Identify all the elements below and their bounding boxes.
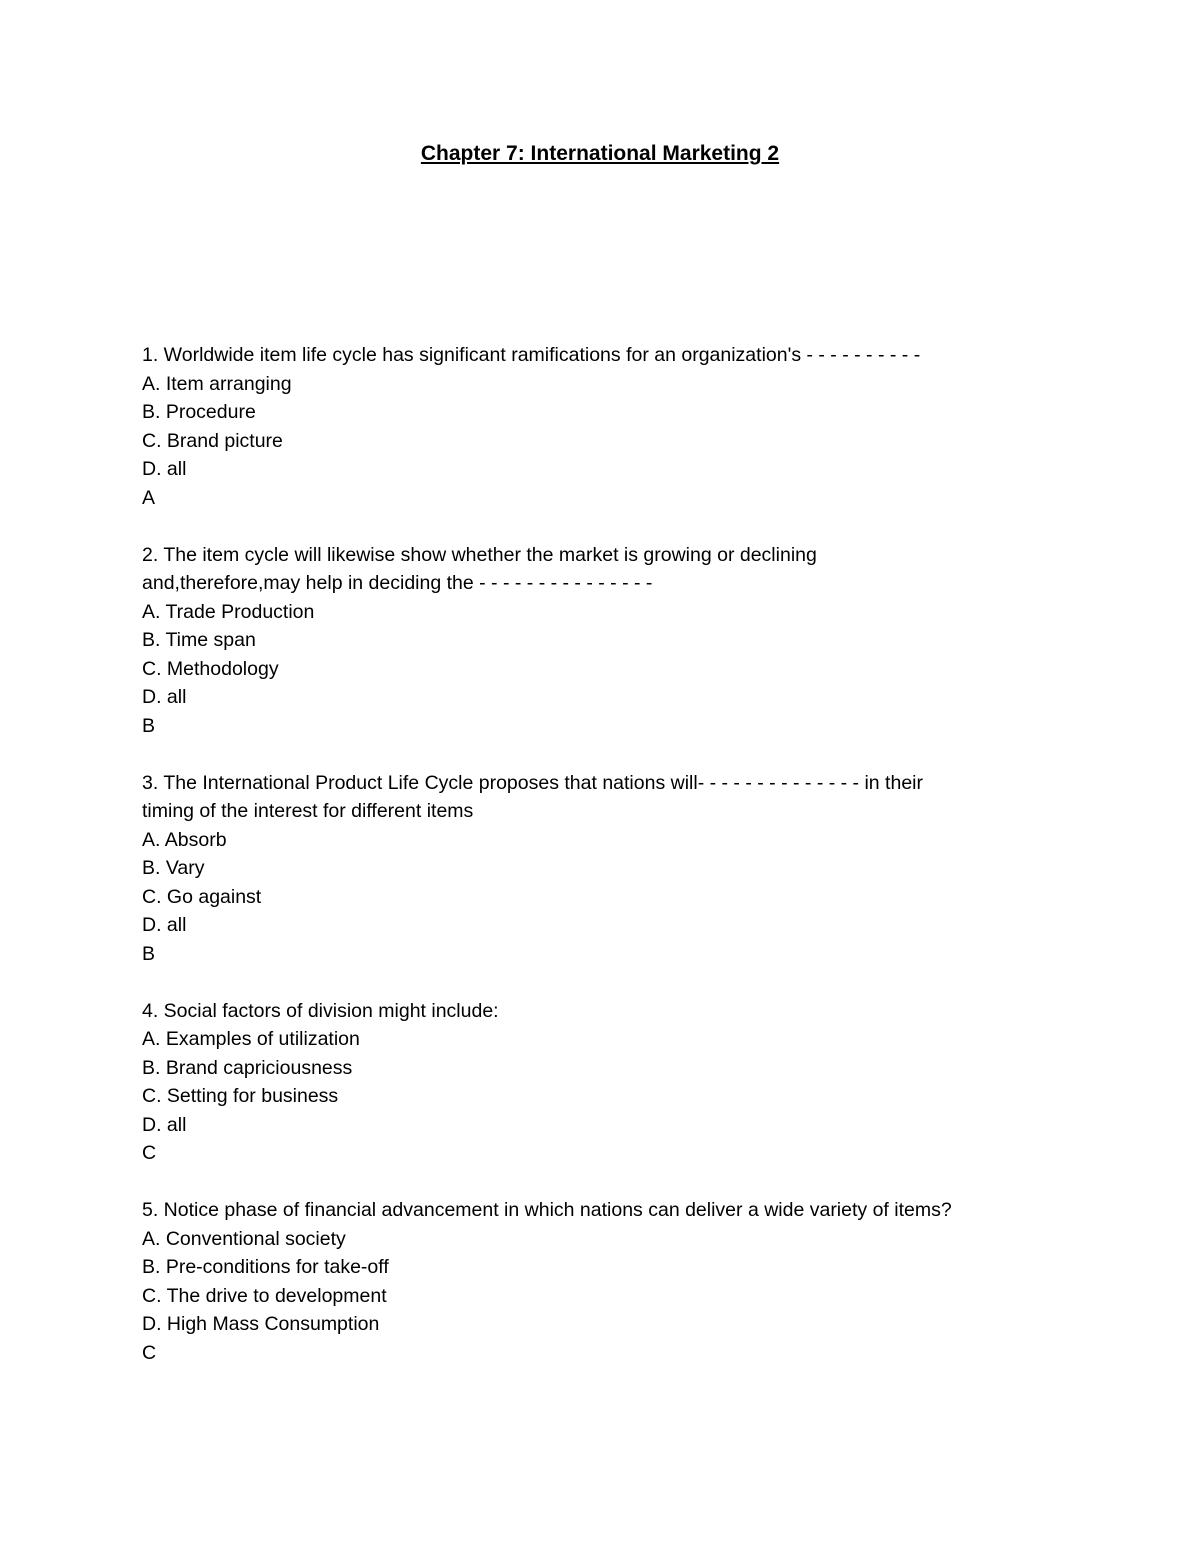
option-b: B. Vary [142,857,205,879]
question-prompt: 2. The item cycle will likewise show whether the market is growing or declining [142,543,817,566]
question-2 [142,541,1082,741]
answer-key: C [142,1341,157,1364]
option-a: A. Absorb [142,828,227,851]
option-c: C. The drive to development [142,1284,387,1307]
option-d: D. all [142,1113,187,1136]
question-5 [142,1196,1082,1367]
question-prompt-continued: timing of the interest for different items [142,800,474,822]
page-title: Chapter 7: International Marketing 2 [420,142,780,165]
option-a: A. Trade Production [142,600,315,623]
option-a: A. Conventional society [142,1227,346,1250]
question-prompt: 5. Notice phase of financial advancement in which nations can deliver a wide variety of items? [142,1199,952,1221]
question-prompt: 1. Worldwide item life cycle has significant ramifications for an organization's - - - - - - - - - - [142,344,921,366]
option-c: C. Methodology [142,657,279,680]
option-c: C. Setting for business [142,1085,339,1107]
option-b: B. Pre-conditions for take-off [142,1256,389,1278]
answer-key: A [142,486,156,509]
question-prompt: 3. The International Product Life Cycle proposes that nations will- - - - - - - - - - - - - - in their [142,771,923,794]
option-d: D. all [142,458,187,480]
option-a: A. Examples of utilization [142,1028,360,1050]
option-d: D. High Mass Consumption [142,1313,380,1335]
question-prompt-continued: and,therefore,may help in deciding the - - - - - - - - - - - - - - - [142,572,653,594]
option-d: D. all [142,686,187,708]
question-prompt: 4. Social factors of division might include: [142,999,499,1022]
option-b: B. Procedure [142,401,256,423]
option-b: B. Brand capriciousness [142,1056,353,1079]
answer-key: C [142,1142,157,1164]
option-d: D. all [142,914,187,936]
question-list [142,341,1082,1396]
question-1 [142,341,1082,512]
option-b: B. Time span [142,629,256,651]
question-4 [142,997,1082,1168]
option-c: C. Go against [142,885,262,908]
answer-key: B [142,714,156,737]
question-3 [142,769,1082,969]
option-c: C. Brand picture [142,429,283,452]
answer-key: B [142,942,156,965]
option-a: A. Item arranging [142,372,292,395]
